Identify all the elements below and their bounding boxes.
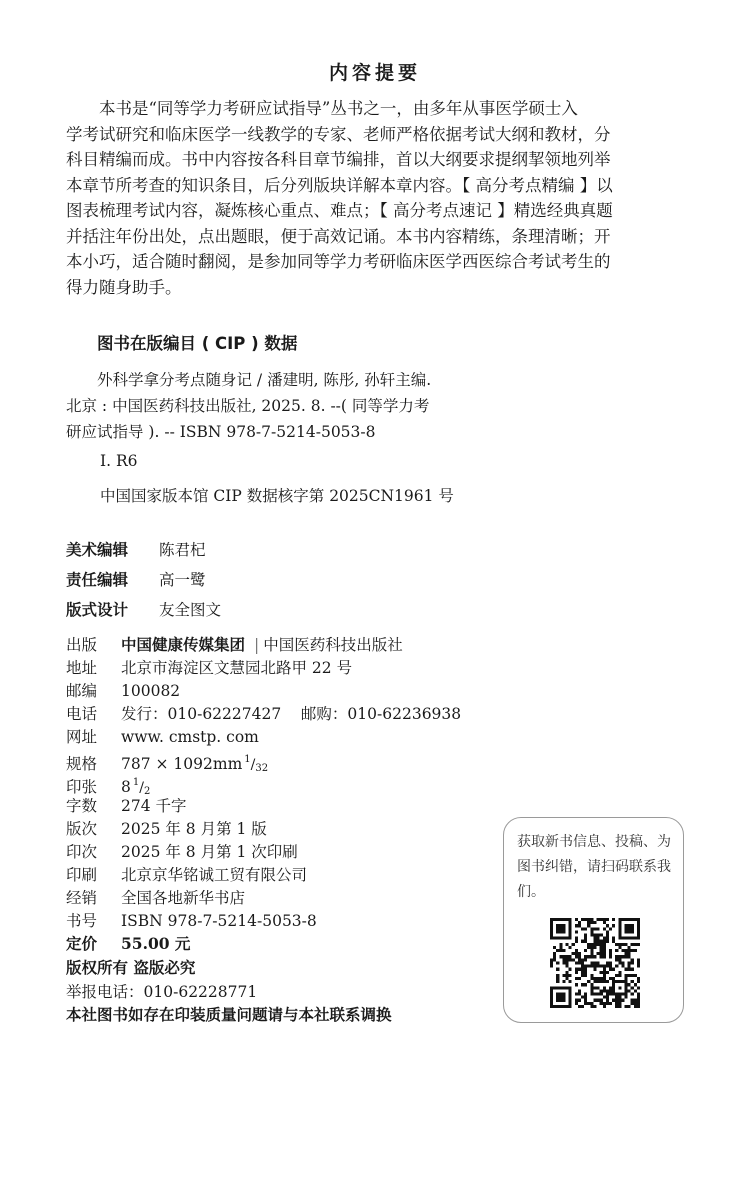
publisher-name: 中国医药科技出版社	[263, 636, 403, 654]
pub-notice: 本社图书如存在印装质量问题请与本社联系调换	[66, 1005, 392, 1024]
summary-line: 本小巧，适合随时翻阅，是参加同等学力考研临床医学西医综合考试考生的	[66, 252, 611, 271]
pub-format-row: 规格 787 × 1092mm $^1/_{32}$	[66, 754, 269, 774]
staff-name: 陈君杞	[159, 541, 206, 559]
pub-distributor-row	[66, 887, 245, 909]
summary-line: 学考试研究和临床医学一线教学的专家、老师严格依据考试大纲和教材，分	[66, 124, 611, 144]
sheets-numerator: 1	[132, 777, 140, 788]
staff-art-editor	[66, 538, 206, 560]
pub-isbn-row	[66, 910, 317, 932]
pub-price-row	[66, 933, 190, 955]
summary-line: 并括注年份出处，点出题眼，便于高效记诵。本书内容精练，条理清晰；开	[66, 226, 611, 246]
pub-label: 书号	[66, 912, 98, 930]
pub-format: 787 × 1092mm	[121, 755, 243, 773]
qr-callout-text: 获取新书信息、投稿、为图书纠错，请扫码联系我们。	[517, 834, 671, 900]
pub-label: 印张	[66, 778, 98, 796]
format-denominator: 32	[255, 763, 269, 774]
qr-code-image[interactable]	[550, 918, 640, 1008]
pub-label: 网址	[66, 728, 98, 746]
pub-sheets-row: 印张 8 $^1/_2$	[66, 777, 151, 797]
staff-layout-designer	[66, 598, 221, 620]
pub-report-row	[66, 981, 257, 1003]
cip-line: 研应试指导 ). -- ISBN 978-7-5214-5053-8	[66, 423, 376, 441]
pub-printing: 2025 年 8 月第 1 次印刷	[121, 843, 298, 861]
pub-label: 版次	[66, 820, 98, 838]
pub-words: 274 千字	[121, 797, 187, 815]
pub-label: 经销	[66, 889, 98, 907]
pub-label: 印次	[66, 843, 98, 861]
pub-edition-row	[66, 818, 267, 840]
pub-phone: 发行：010-62227427 邮购：010-62236938	[121, 705, 462, 723]
pub-label: 邮编	[66, 682, 98, 700]
summary-line: 科目精编而成。书中内容按各科目章节编排，首以大纲要求提纲挈领地列举	[66, 150, 611, 169]
pub-printer-row	[66, 864, 307, 886]
summary-line: 得力随身助手。	[66, 277, 182, 297]
summary-paragraph	[66, 96, 686, 300]
cip-record-number: 中国国家版本馆 CIP 数据核字第 2025CN1961 号	[100, 487, 454, 505]
publisher-group: 中国健康传媒集团	[121, 635, 246, 654]
cip-line: 外科学拿分考点随身记 / 潘建明, 陈彤, 孙轩主编.	[97, 371, 432, 389]
summary-line: 图表梳理考试内容，凝炼核心重点、难点；【 高分考点速记 】精选经典真题	[66, 201, 613, 220]
pub-price: 55.00 元	[121, 934, 191, 953]
pub-label: 地址	[66, 659, 98, 677]
pub-report-phone: ：010-62228771	[128, 983, 258, 1001]
staff-name: 友全图文	[159, 601, 222, 619]
staff-role: 版式设计	[66, 601, 129, 619]
staff-responsible-editor	[66, 568, 206, 590]
pub-label: 电话	[66, 705, 98, 723]
pub-rights: 版权所有 盗版必究	[66, 959, 196, 977]
pub-postcode-row	[66, 680, 180, 702]
pub-address: 北京市海淀区文慧园北路甲 22 号	[121, 659, 353, 677]
pub-words-row	[66, 795, 187, 817]
sheets-denominator: 2	[143, 786, 151, 797]
pub-postcode: 100082	[121, 682, 181, 700]
pub-sheets: 8	[121, 778, 131, 796]
summary-line: 本书是“同等学力考研应试指导”丛书之一，由多年从事医学硕士入	[99, 99, 578, 118]
staff-name: 高一鹭	[159, 571, 206, 589]
pub-label: 出版	[66, 636, 98, 654]
pub-label: 规格	[66, 755, 98, 773]
staff-role: 责任编辑	[66, 571, 129, 589]
pub-report-label: 举报电话	[66, 983, 129, 1001]
summary-line: 本章节所考查的知识条目，后分列版块详解本章内容。【 高分考点精编 】以	[66, 175, 613, 195]
cip-classification: Ⅰ. R6	[100, 452, 138, 470]
pub-website: www. cmstp. com	[121, 728, 259, 746]
pub-label: 字数	[66, 797, 98, 815]
pub-printer: 北京京华铭诚工贸有限公司	[121, 866, 308, 884]
pub-isbn: ISBN 978-7-5214-5053-8	[121, 912, 317, 930]
pub-label: 定价	[66, 934, 98, 953]
pub-printing-row	[66, 841, 298, 863]
cip-title: 图书在版编目 ( CIP ) 数据	[97, 334, 298, 353]
cip-line: 北京 : 中国医药科技出版社, 2025. 8. --( 同等学力考	[66, 397, 430, 415]
separator: |	[253, 636, 260, 654]
pub-address-row	[66, 657, 352, 679]
summary-title: 内容提要	[328, 62, 421, 84]
pub-edition: 2025 年 8 月第 1 版	[121, 820, 267, 838]
format-numerator: 1	[244, 754, 251, 765]
staff-role: 美术编辑	[66, 541, 129, 559]
pub-distributor: 全国各地新华书店	[121, 889, 246, 907]
pub-phone-row	[66, 703, 461, 725]
pub-web-row	[66, 726, 259, 748]
pub-publisher-row	[66, 634, 403, 656]
pub-label: 印刷	[66, 866, 98, 884]
